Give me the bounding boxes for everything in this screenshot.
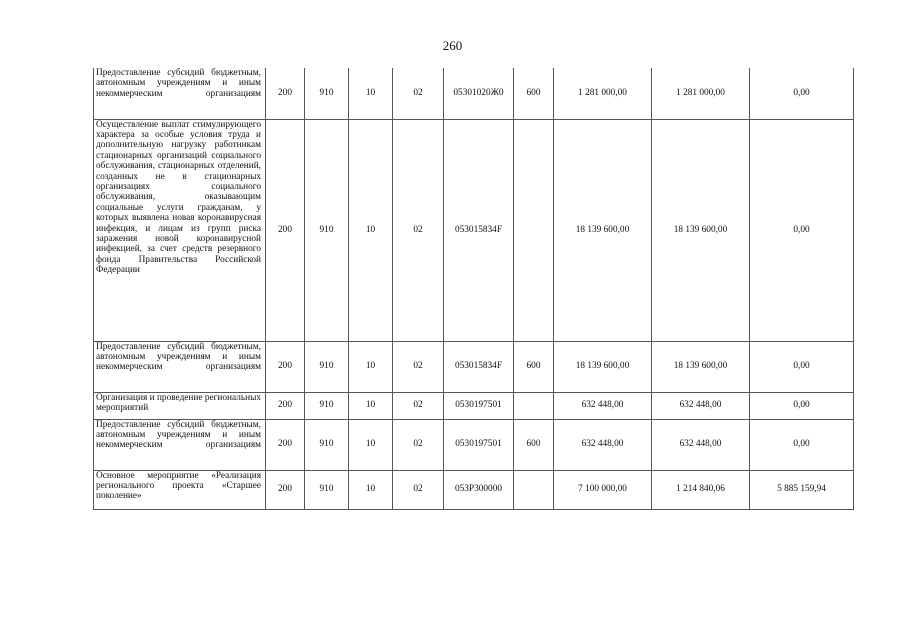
- row-name: Осуществление выплат стимулирующего характера за особые условия труда и дополнительную нагрузку работникам стационарных организаций социального обслуживания, стационарных отделений, созданных не в стационарных организациях социального обслуживания, оказывающим социальные услуги гражданам, у которых выявлена новая коронавирусная инфекция, и лицам из групп риска заражения новой коронавирусной инфекцией, за счет средств резервного фонда Правительства Российской Федерации: [94, 119, 266, 341]
- cell-v1: 1 281 000,00: [554, 68, 652, 119]
- cell-c2: 910: [305, 419, 349, 470]
- row-name: Предоставление субсидий бюджетным, автономным учреждениям и иным некоммерческим организациям: [94, 68, 266, 119]
- cell-vr: [514, 119, 554, 341]
- cell-c1: 200: [266, 419, 305, 470]
- cell-c4: 02: [393, 341, 444, 392]
- cell-c1: 200: [266, 470, 305, 509]
- table-row: [94, 68, 854, 119]
- cell-v2: 1 214 840,06: [652, 470, 750, 509]
- cell-c3: 10: [349, 470, 393, 509]
- cell-c3: 10: [349, 392, 393, 419]
- cell-c2: 910: [305, 68, 349, 119]
- cell-c4: 02: [393, 68, 444, 119]
- cell-vr: 600: [514, 419, 554, 470]
- table-row: [94, 470, 854, 509]
- cell-v2: 632 448,00: [652, 419, 750, 470]
- table-row: [94, 341, 854, 392]
- cell-code: 053015834F: [444, 341, 514, 392]
- cell-c3: 10: [349, 119, 393, 341]
- cell-c1: 200: [266, 341, 305, 392]
- cell-v3: 0,00: [750, 119, 854, 341]
- table-row: [94, 419, 854, 470]
- cell-v3: 0,00: [750, 68, 854, 119]
- cell-c4: 02: [393, 419, 444, 470]
- cell-v1: 7 100 000,00: [554, 470, 652, 509]
- cell-v1: 632 448,00: [554, 419, 652, 470]
- cell-c2: 910: [305, 470, 349, 509]
- cell-v3: 0,00: [750, 392, 854, 419]
- page-number: 260: [442, 38, 463, 53]
- cell-code: 05301020Ж0: [444, 68, 514, 119]
- cell-v2: 632 448,00: [652, 392, 750, 419]
- cell-c3: 10: [349, 68, 393, 119]
- cell-v2: 18 139 600,00: [652, 341, 750, 392]
- cell-c3: 10: [349, 419, 393, 470]
- cell-c4: 02: [393, 470, 444, 509]
- cell-c2: 910: [305, 392, 349, 419]
- cell-code: 053P300000: [444, 470, 514, 509]
- cell-v1: 18 139 600,00: [554, 341, 652, 392]
- cell-c1: 200: [266, 68, 305, 119]
- cell-vr: 600: [514, 341, 554, 392]
- budget-table: [93, 68, 854, 510]
- cell-v2: 1 281 000,00: [652, 68, 750, 119]
- cell-vr: [514, 470, 554, 509]
- row-name: Основное мероприятие «Реализация регионального проекта «Старшее поколение»: [94, 470, 266, 509]
- cell-c3: 10: [349, 341, 393, 392]
- cell-v2: 18 139 600,00: [652, 119, 750, 341]
- cell-c2: 910: [305, 119, 349, 341]
- cell-code: 0530197501: [444, 392, 514, 419]
- cell-c1: 200: [266, 392, 305, 419]
- row-name: Предоставление субсидий бюджетным, автономным учреждениям и иным некоммерческим организациям: [94, 341, 266, 392]
- cell-c4: 02: [393, 392, 444, 419]
- cell-c4: 02: [393, 119, 444, 341]
- cell-v3: 5 885 159,94: [750, 470, 854, 509]
- cell-v3: 0,00: [750, 419, 854, 470]
- row-name: Организация и проведение региональных мероприятий: [94, 392, 266, 419]
- cell-vr: [514, 392, 554, 419]
- cell-code: 053015834F: [444, 119, 514, 341]
- table-row: [94, 392, 854, 419]
- cell-code: 0530197501: [444, 419, 514, 470]
- row-name: Предоставление субсидий бюджетным, автономным учреждениям и иным некоммерческим организациям: [94, 419, 266, 470]
- cell-vr: 600: [514, 68, 554, 119]
- cell-c2: 910: [305, 341, 349, 392]
- cell-v1: 632 448,00: [554, 392, 652, 419]
- table-row: [94, 119, 854, 341]
- cell-c1: 200: [266, 119, 305, 341]
- cell-v1: 18 139 600,00: [554, 119, 652, 341]
- cell-v3: 0,00: [750, 341, 854, 392]
